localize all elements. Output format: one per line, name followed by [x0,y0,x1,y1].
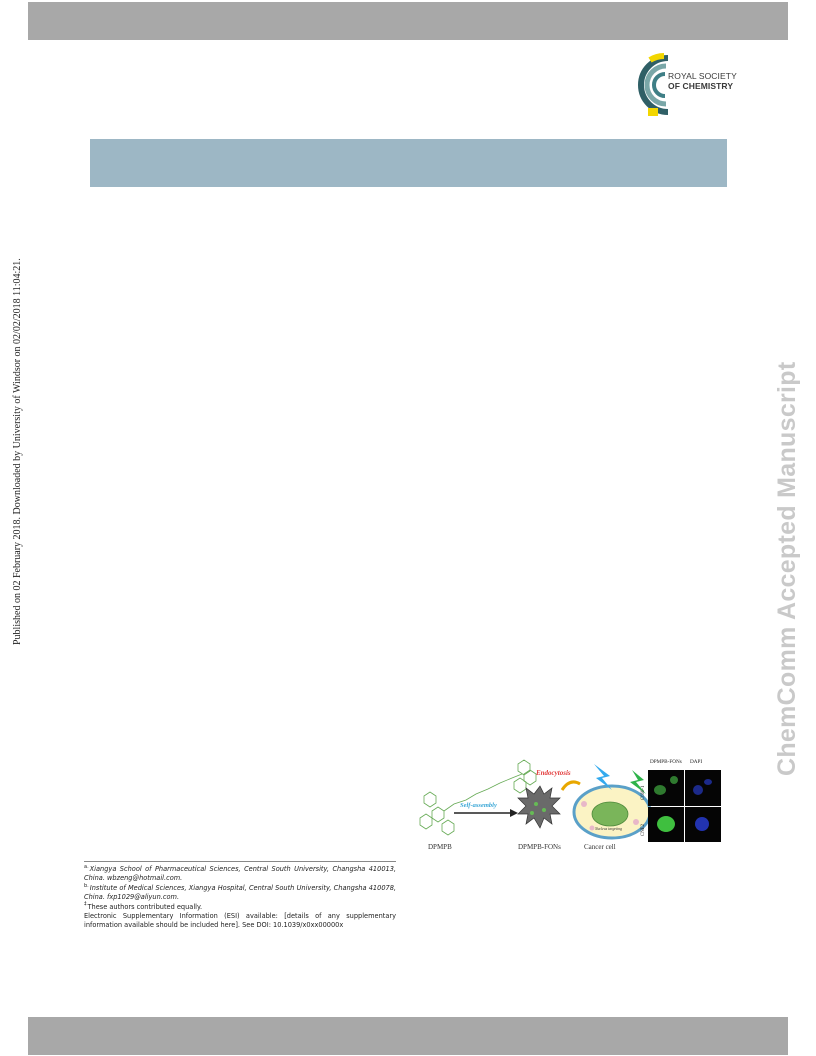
footnotes [84,861,396,931]
panel-col1-label: DPMPB-FONs [650,759,682,765]
fons-dot [534,802,538,806]
panel-c666-blue [685,770,721,806]
cell-fluorescence [657,816,675,832]
panel-row1-label: C666-1 [641,785,646,800]
cell-fluorescence [695,817,709,831]
logo-ring-mid [647,66,666,104]
molecule-structure [420,760,536,835]
toc-graphic [414,756,732,856]
footnote-mark: a. [84,863,89,870]
panel-col2-label: DAPI [690,759,703,765]
molecule-label: DPMPB [428,843,452,851]
cell-fluorescence [654,785,666,795]
cancer-cell-label: Cancer cell [584,843,616,851]
footer-bar [28,1017,788,1055]
rsc-line2-prefix: OF [668,80,683,91]
cell-fluorescence [670,776,678,784]
fons-label: DPMPB-FONs [518,843,561,851]
logo-yellow-tab [648,108,658,116]
logo-ring-inner [654,74,665,96]
cell-fluorescence [693,785,703,795]
title-band [90,139,727,187]
panel-c666-green [648,770,684,806]
footnote-affiliation-b [84,884,396,903]
fons-dot [530,811,534,815]
footnote-text: These authors contributed equally. [87,902,203,911]
footnote-equal-contribution [84,903,396,912]
footnote-mark: ‡ [84,901,87,908]
fons-dot [542,808,546,812]
footnote-text: Institute of Medical Sciences, Xiangya Hospital, Central South University, Changsha 410078, China. fxp1029@aliyun.com. [84,883,396,902]
organelle [581,801,587,807]
organelle [590,826,595,831]
footnote-affiliation-a [84,865,396,884]
self-assembly-label: Self-assembly [460,802,497,809]
endocytosis-arrow [562,782,580,790]
publication-note: Published on 02 February 2018. Downloaded by University of Windsor on 02/02/2018 11:04:21. [12,258,23,645]
footnote-text: Electronic Supplementary Information (ESI) available: [details of any supplementary information available should be included here]. See DOI: 10.1039/x0xx00000x [84,912,396,930]
footnote-rule [84,861,396,862]
footnote-text: Xiangya School of Pharmaceutical Sciences, Central South University, Changsha 410013, China. wbzeng@hotmail.com. [84,865,396,883]
panel-row2-label: CNE2 [641,824,646,836]
cell-nucleus [592,802,628,826]
rsc-line1: ROYAL SOCIETY [668,71,737,81]
footnote-esi [84,912,396,931]
header-bar [28,2,788,40]
cell-fluorescence [704,779,712,785]
fons-particle [518,786,560,828]
footnote-mark: b. [84,882,89,889]
assembly-arrow-head [510,809,518,817]
rsc-line2-emph: CHEMISTRY [682,80,734,91]
manuscript-watermark: ChemComm Accepted Manuscript [773,361,801,776]
organelle [633,819,639,825]
rsc-wordmark [668,72,737,91]
rsc-line2 [668,82,737,92]
endocytosis-label: Endocytosis [536,769,571,777]
nucleus-targeting-label: Nucleus targeting [595,827,622,831]
